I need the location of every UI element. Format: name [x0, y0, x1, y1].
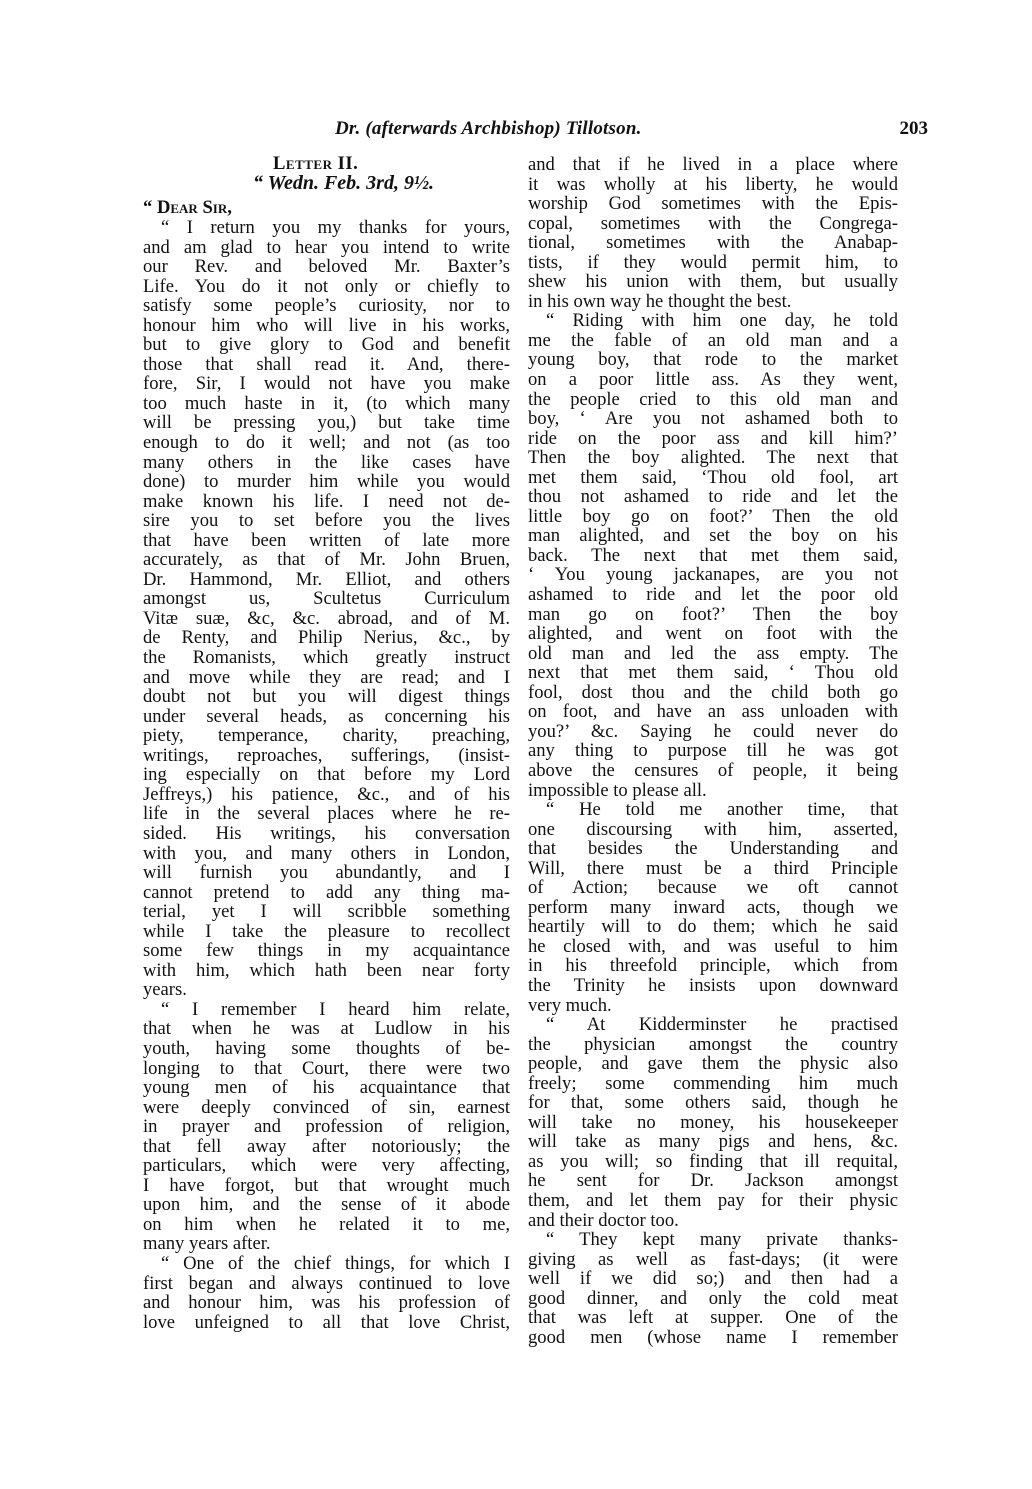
page-number: 203: [899, 118, 928, 139]
text-line: and their doctor too.: [528, 1210, 679, 1231]
text-line: them, and let them pay for their physic: [528, 1190, 898, 1211]
text-line: me the fable of an old man and a: [528, 330, 898, 351]
text-line: years.: [143, 980, 187, 1000]
text-line: “ He told me another time, that: [546, 800, 898, 820]
letter-dateline: “ Wedn. Feb. 3rd, 9½.: [253, 172, 434, 194]
text-line: with him, which hath been near forty: [143, 960, 510, 981]
text-line: done) to murder him while you would: [143, 472, 510, 492]
text-line: one discoursing with him, asserted,: [528, 819, 898, 840]
text-line: cannot pretend to add any thing ma-: [143, 882, 510, 903]
text-line: old man and led the ass empty. The: [528, 643, 898, 664]
text-line: people, and gave them the physic also: [528, 1054, 898, 1074]
text-line: will be pressing you,) but take time: [143, 413, 510, 434]
text-line: longing to that Court, there were two: [143, 1058, 510, 1079]
right-column: [528, 155, 898, 1347]
text-line: perform many inward acts, though we: [528, 897, 898, 918]
text-line: on a poor little ass. As they went,: [528, 370, 898, 390]
text-line: Life. You do it not only or chiefly to: [143, 276, 510, 297]
text-line: ing especially on that before my Lord: [143, 765, 510, 785]
text-line: love unfeigned to all that love Christ,: [143, 1312, 510, 1333]
text-line: that have been written of late more: [143, 530, 510, 551]
text-line: “ I remember I heard him relate,: [161, 999, 510, 1020]
text-line: in prayer and profession of religion,: [143, 1117, 510, 1137]
text-line: man alighted, and set the boy on his: [528, 526, 898, 546]
text-line: “ They kept many private thanks-: [546, 1230, 898, 1250]
text-line: writings, reproaches, sufferings, (insist-: [143, 745, 510, 766]
text-line: “ I return you my thanks for yours,: [161, 218, 510, 238]
text-line: he sent for Dr. Jackson amongst: [528, 1171, 898, 1191]
text-line: with you, and many others in London,: [143, 843, 510, 864]
text-line: make known his life. I need not de-: [143, 491, 510, 512]
text-line: terial, yet I will scribble something: [143, 902, 510, 922]
text-line: “ At Kidderminster he practised: [546, 1015, 898, 1035]
text-line: but to give glory to God and benefit: [143, 335, 510, 355]
text-line: it was wholly at his liberty, he would: [528, 174, 898, 195]
text-line: and am glad to hear you intend to write: [143, 237, 510, 258]
text-line: piety, temperance, charity, preaching,: [143, 726, 510, 746]
text-line: tional, sometimes with the Anabap-: [528, 233, 898, 253]
text-line: man go on foot?’ Then the boy: [528, 604, 898, 625]
text-line: in his threefold principle, which from: [528, 956, 898, 976]
text-line: satisfy some people’s curiosity, nor to: [143, 296, 510, 316]
text-line: of Action; because we oft cannot: [528, 878, 898, 898]
text-line: well if we did so;) and then had a: [528, 1269, 898, 1289]
left-column: [143, 154, 510, 1332]
letter-heading: Letter II.: [273, 153, 359, 174]
text-line: alighted, and went on foot with the: [528, 624, 898, 644]
text-line: doubt not but you will digest things: [143, 687, 510, 707]
text-line: the people cried to this old man and: [528, 389, 898, 410]
text-line: will take as many pigs and hens, &c.: [528, 1132, 898, 1152]
text-line: the physician amongst the country: [528, 1034, 898, 1055]
text-line: that was left at supper. One of the: [528, 1308, 898, 1328]
text-line: tists, if they would permit him, to: [528, 252, 898, 273]
text-line: good men (whose name I remember: [528, 1327, 898, 1348]
text-line: will furnish you abundantly, and I: [143, 863, 510, 883]
text-line: under several heads, as concerning his: [143, 706, 510, 727]
letter-salutation: “ Dear Sir,: [143, 197, 232, 218]
text-line: and honour him, was his profession of: [143, 1293, 510, 1313]
text-line: life in the several places where he re-: [143, 804, 510, 824]
text-line: some few things in my acquaintance: [143, 941, 510, 961]
text-line: Then the boy alighted. The next that: [528, 448, 898, 468]
running-title: Dr. (afterwards Archbishop) Tillotson.: [335, 118, 642, 139]
text-line: fore, Sir, I would not have you make: [143, 374, 510, 394]
text-line: ashamed to ride and let the poor old: [528, 585, 898, 605]
text-line: Will, there must be a third Principle: [528, 858, 898, 879]
text-line: heartily will to do them; which he said: [528, 917, 898, 937]
text-line: Vitæ suæ, &c, &c. abroad, and of M.: [143, 608, 510, 629]
text-line: the Romanists, which greatly instruct: [143, 648, 510, 668]
text-line: freely; some commending him much: [528, 1073, 898, 1094]
text-line: fool, dost thou and the child both go: [528, 682, 898, 703]
text-line: any thing to purpose till he was got: [528, 741, 898, 761]
text-line: as you will; so finding that ill requital,: [528, 1151, 898, 1172]
text-line: Dr. Hammond, Mr. Elliot, and others: [143, 569, 510, 590]
text-line: on him when he related it to me,: [143, 1214, 510, 1235]
text-line: Jeffreys,) his patience, &c., and of his: [143, 784, 510, 805]
text-line: enough to do it well; and not (as too: [143, 433, 510, 453]
text-line: he closed with, and was useful to him: [528, 936, 898, 957]
text-line: for that, some others said, though he: [528, 1093, 898, 1113]
text-line: young men of his acquaintance that: [143, 1078, 510, 1098]
text-line: many others in the like cases have: [143, 452, 510, 473]
text-line: good dinner, and only the cold meat: [528, 1288, 898, 1309]
text-line: copal, sometimes with the Congrega-: [528, 213, 898, 234]
text-line: you?’ &c. Saying he could never do: [528, 721, 898, 742]
text-line: particulars, which were very affecting,: [143, 1156, 510, 1176]
text-line: many years after.: [143, 1234, 271, 1254]
text-line: ride on the poor ass and kill him?’: [528, 428, 898, 449]
text-line: first began and always continued to love: [143, 1273, 510, 1294]
text-line: next that met them said, ‘ Thou old: [528, 663, 898, 683]
text-line: the Trinity he insists upon downward: [528, 975, 898, 996]
text-line: met them said, ‘Thou old fool, art: [528, 467, 898, 488]
text-line: very much.: [528, 995, 612, 1016]
text-line: upon him, and the sense of it abode: [143, 1195, 510, 1215]
text-line: ‘ You young jackanapes, are you not: [528, 565, 898, 586]
right-column-body: [528, 155, 898, 1347]
text-line: and that if he lived in a place where: [528, 155, 898, 175]
text-line: sire you to set before you the lives: [143, 511, 510, 531]
text-line: giving as well as fast-days; (it were: [528, 1249, 898, 1270]
text-line: sided. His writings, his conversation: [143, 823, 510, 844]
text-line: while I take the pleasure to recollect: [143, 921, 510, 942]
text-line: that fell away after notoriously; the: [143, 1136, 510, 1157]
text-line: were deeply convinced of sin, earnest: [143, 1097, 510, 1118]
text-line: thou not ashamed to ride and let the: [528, 487, 898, 507]
text-line: those that shall read it. And, there-: [143, 354, 510, 375]
text-line: I have forgot, but that wrought much: [143, 1175, 510, 1196]
text-line: honour him who will live in his works,: [143, 315, 510, 336]
text-line: too much haste in it, (to which many: [143, 393, 510, 414]
text-line: youth, having some thoughts of be-: [143, 1038, 510, 1059]
text-line: that besides the Understanding and: [528, 839, 898, 859]
text-line: impossible to please all.: [528, 780, 707, 801]
text-line: boy, ‘ Are you not ashamed both to: [528, 409, 898, 429]
text-line: worship God sometimes with the Epis-: [528, 194, 898, 214]
text-line: young boy, that rode to the market: [528, 350, 898, 371]
text-line: amongst us, Scultetus Curriculum: [143, 589, 510, 609]
text-line: and move while they are read; and I: [143, 667, 510, 688]
text-line: on foot, and have an ass unloaden with: [528, 702, 898, 722]
text-line: “ Riding with him one day, he told: [546, 311, 898, 331]
text-line: above the censures of people, it being: [528, 760, 898, 781]
text-line: de Renty, and Philip Nerius, &c., by: [143, 628, 510, 649]
text-line: shew his union with them, but usually: [528, 272, 898, 292]
text-line: back. The next that met them said,: [528, 545, 898, 566]
text-line: that when he was at Ludlow in his: [143, 1019, 510, 1039]
running-head: [140, 118, 930, 148]
text-line: “ One of the chief things, for which I: [161, 1253, 510, 1274]
text-line: in his own way he thought the best.: [528, 291, 792, 312]
text-line: little boy go on foot?’ Then the old: [528, 506, 898, 527]
text-line: accurately, as that of Mr. John Bruen,: [143, 550, 510, 570]
left-column-body: [143, 218, 510, 1332]
text-line: will take no money, his housekeeper: [528, 1112, 898, 1133]
text-line: our Rev. and beloved Mr. Baxter’s: [143, 257, 510, 277]
